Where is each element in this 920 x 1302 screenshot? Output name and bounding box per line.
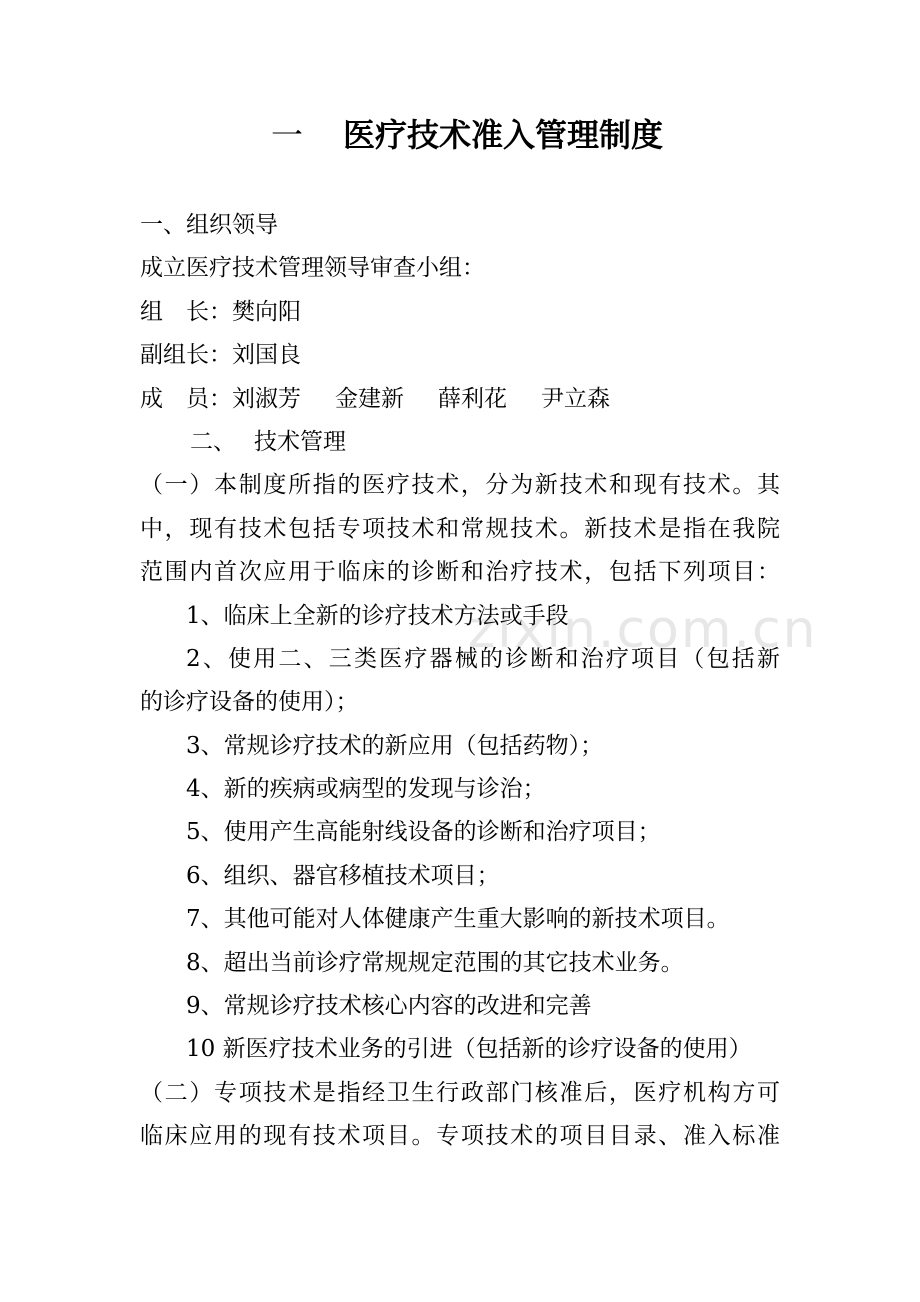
list-item: 4、新的疾病或病型的发现与诊治；: [186, 776, 546, 803]
deputy-name: 刘国良: [232, 342, 301, 369]
leader-label: 组 长：: [140, 298, 232, 325]
leader-line: [140, 291, 780, 334]
section2-title: 技术管理: [254, 428, 346, 455]
deputy-line: [140, 334, 780, 377]
list-item: 3、常规诊疗技术的新应用（包括药物）；: [186, 732, 604, 759]
list-item: 7、其他可能对人体健康产生重大影响的新技术项目。: [186, 906, 730, 933]
establish-line: 成立医疗技术管理领导审查小组：: [140, 255, 485, 282]
list-item-continuation: 的诊疗设备的使用）；: [140, 689, 359, 716]
list-item: 5、使用产生高能射线设备的诊断和治疗项目；: [186, 819, 661, 846]
section1-heading: 一、组织领导: [140, 212, 278, 238]
watermark: zixin.com.cn: [468, 600, 818, 660]
member-name: 薛利花: [438, 385, 507, 412]
deputy-label: 副组长：: [140, 342, 232, 369]
paragraph-line: （二）专项技术是指经卫生行政部门核准后，医疗机构方可: [140, 1079, 780, 1106]
paragraph-line: 临床应用的现有技术项目。专项技术的项目目录、准入标准: [140, 1123, 780, 1150]
document-body: [140, 204, 780, 1159]
member-name: 金建新: [335, 385, 404, 412]
members-line: [140, 378, 780, 421]
section2-heading: [140, 421, 780, 464]
member-name: 刘淑芳: [232, 385, 301, 412]
title-number: 一: [270, 116, 303, 154]
title-text: 医疗技术准入管理制度: [342, 116, 663, 154]
document-title: [0, 112, 920, 158]
paragraph-line: （一）本制度所指的医疗技术，分为新技术和现有技术。其: [140, 472, 780, 499]
list-item: 1、临床上全新的诊疗技术方法或手段: [186, 602, 569, 629]
section2-number: 二、: [190, 428, 236, 455]
list-item: 6、组织、器官移植技术项目；: [186, 862, 500, 889]
leader-name: 樊向阳: [232, 298, 301, 325]
paragraph-line: 范围内首次应用于临床的诊断和治疗技术，包括下列项目：: [140, 559, 780, 586]
member-name: 尹立森: [541, 385, 610, 412]
list-item: 2、使用二、三类医疗器械的诊断和治疗项目（包括新: [186, 645, 780, 672]
list-item: 8、超出当前诊疗常规规定范围的其它技术业务。: [186, 949, 684, 976]
paragraph-line: 中，现有技术包括专项技术和常规技术。新技术是指在我院: [140, 515, 780, 542]
list-item: 10 新医疗技术业务的引进（包括新的诊疗设备的使用）: [186, 1036, 752, 1063]
list-item: 9、常规诊疗技术核心内容的改进和完善: [186, 993, 592, 1020]
members-label: 成 员：: [140, 385, 232, 412]
